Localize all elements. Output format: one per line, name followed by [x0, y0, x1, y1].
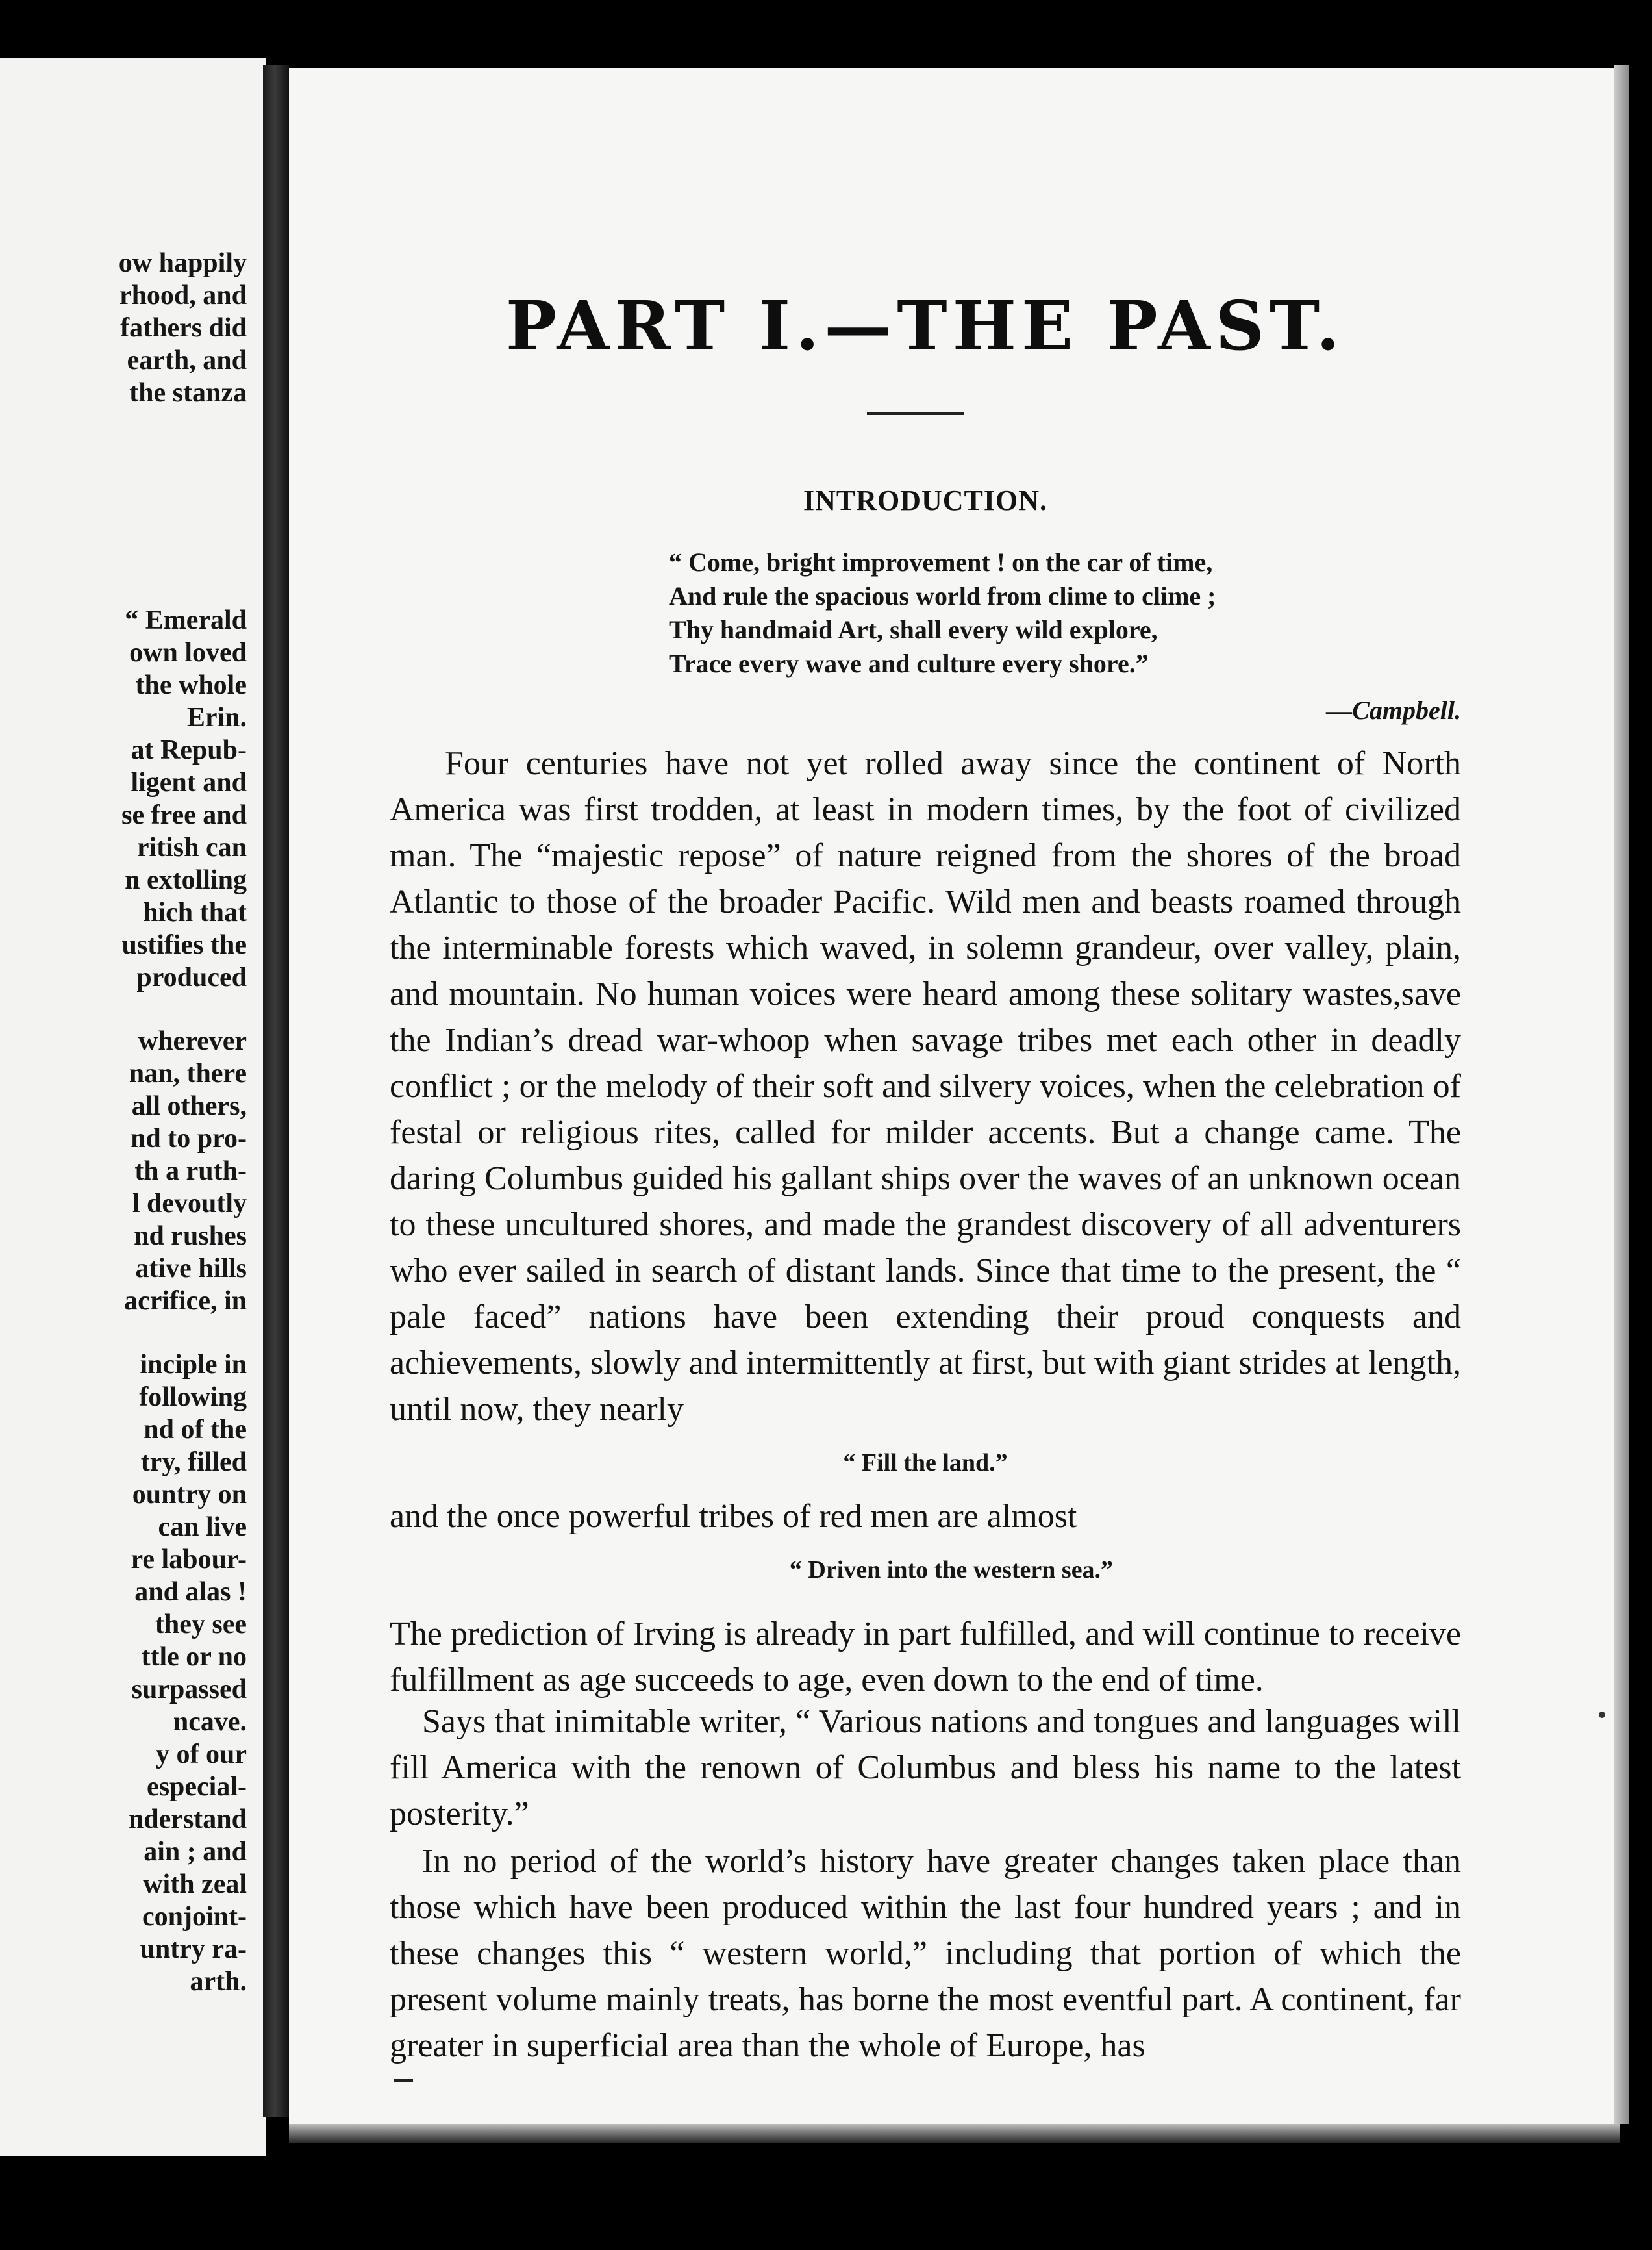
left-page-lines-bottom	[0, 1348, 247, 1998]
left-page-line: ative hills	[135, 1254, 247, 1283]
left-page-line: can live	[158, 1512, 247, 1542]
epigraph-line: Thy handmaid Art, shall every wild explore,	[669, 615, 1158, 644]
left-page-line: especial-	[147, 1772, 247, 1802]
left-page-line: inciple in	[140, 1350, 247, 1380]
left-page-line: the stanza	[129, 378, 247, 408]
left-page-line: ustifies the	[121, 930, 247, 960]
epigraph-line: Trace every wave and culture every shore.”	[669, 649, 1149, 678]
title-divider-rule	[867, 412, 964, 415]
left-page-line: earth, and	[127, 346, 247, 375]
left-page-line: ligent and	[131, 768, 247, 798]
left-page-line: they see	[155, 1610, 247, 1639]
left-page-line: rhood, and	[119, 281, 247, 310]
book-gutter	[263, 65, 289, 2117]
left-page-line: surpassed	[131, 1675, 247, 1704]
left-page-line: acrifice, in	[124, 1286, 247, 1316]
left-page-line: n extolling	[125, 865, 247, 895]
paragraph-1	[390, 740, 1461, 1432]
page-end-dash	[394, 2079, 413, 2082]
section-heading: INTRODUCTION.	[803, 485, 1048, 516]
left-page-line: produced	[136, 963, 247, 992]
left-page-lines-top	[0, 247, 247, 409]
left-page-lines-lower	[0, 1025, 247, 1317]
paragraph-4	[390, 1838, 1461, 2069]
quote-fill-the-land: “ Fill the land.”	[843, 1449, 1008, 1476]
paragraph-3	[390, 1699, 1461, 1837]
left-page-line: ountry on	[132, 1480, 247, 1510]
left-page-text-column	[0, 58, 247, 1998]
left-page-line: Erin.	[186, 703, 247, 733]
part-title: PART I.—THE PAST.	[505, 286, 1345, 366]
left-page-line: try, filled	[140, 1447, 247, 1477]
left-page-line: wherever	[138, 1026, 247, 1056]
left-page-line: nd of the	[144, 1415, 247, 1445]
page-right-edge	[1614, 65, 1629, 2124]
paragraph-1-text: Four centuries have not yet rolled away since the continent of North America was first trodden, at least in modern times, by the foot of civilized man. The “majestic repose” of nature reigned from the shores of the broad Atlantic to those of the broader Pacific. Wild men and beasts roamed through the interminable forests which waved, in solemn grandeur, over valley, plain, and mountain. No human voices were heard among these solitary wastes,save the Indian’s dread war-whoop when savage tribes met each other in deadly conflict ; or the melody of their soft and silvery voices, when the celebration of festal or religious rites, called for milder accents. But a change came. The daring Columbus guided his gallant ships over the waves of an unknown ocean to these uncultured shores, and made the grandest discovery of all adventurers who ever sailed in search of distant lands. Since that time to the present, the “ pale faced” nations have been extending their proud conquests and achievements, slowly and intermittently at first, but with giant strides at length, until now, they nearly	[390, 745, 1461, 1428]
left-facing-page	[0, 58, 266, 2156]
left-page-line: with zeal	[143, 1869, 247, 1899]
left-page-line: untry ra-	[140, 1934, 247, 1964]
left-page-line: ritish can	[136, 833, 247, 863]
left-page-line: own loved	[129, 638, 247, 668]
left-page-line: the whole	[135, 670, 247, 700]
scan-speck	[1599, 1712, 1605, 1718]
main-page	[289, 68, 1614, 2137]
left-page-line: ain ; and	[144, 1837, 247, 1867]
left-page-line: hich that	[143, 898, 247, 928]
left-page-line: following	[139, 1382, 247, 1412]
left-page-line: fathers did	[120, 313, 247, 343]
paragraph-2	[390, 1611, 1461, 1703]
left-page-line: ow happily	[118, 248, 247, 278]
left-page-line: nd to pro-	[131, 1124, 247, 1154]
left-page-line: at Repub-	[131, 735, 247, 765]
left-page-line: y of our	[156, 1739, 247, 1769]
left-page-line: nderstand	[128, 1804, 247, 1834]
left-page-line: and alas !	[134, 1577, 247, 1607]
left-page-line: arth.	[190, 1967, 247, 1997]
left-page-line: all others,	[131, 1091, 247, 1121]
epigraph-line: And rule the spacious world from clime to clime ;	[669, 581, 1216, 611]
left-page-lines-middle	[0, 604, 247, 994]
left-page-line: nd rushes	[134, 1221, 247, 1251]
paragraph-3-text: Says that inimitable writer, “ Various nations and tongues and languages will fill America with the renown of Columbus and bless his name to the latest posterity.”	[390, 1703, 1461, 1832]
epigraph	[669, 546, 1416, 681]
left-page-line: nan, there	[129, 1059, 247, 1089]
quote-western-sea: “ Driven into the western sea.”	[789, 1556, 1114, 1584]
left-page-line: th a ruth-	[134, 1156, 247, 1186]
left-page-line: re labour-	[131, 1545, 247, 1574]
left-page-line: l devoutly	[132, 1189, 247, 1219]
epigraph-attribution: —Campbell.	[1326, 696, 1461, 725]
paragraph-2-text: The prediction of Irving is already in part fulfilled, and will continue to receive fulfillment as age succeeds to age, even down to the end of time.	[390, 1615, 1461, 1699]
paragraph-4-text: In no period of the world’s history have greater changes taken place than those which have been produced within the last four hundred years ; and in these changes this “ western world,” including that portion of which the present volume mainly treats, has borne the most eventful part. A continent, far greater in superficial area than the whole of Europe, has	[390, 1843, 1461, 2064]
page-bottom-shadow	[289, 2124, 1620, 2143]
left-page-line: ncave.	[173, 1707, 247, 1737]
left-page-line: conjoint-	[142, 1902, 247, 1932]
left-page-line: se free and	[121, 800, 247, 830]
epigraph-line: “ Come, bright improvement ! on the car of time,	[669, 548, 1213, 577]
left-page-line: “ Emerald	[125, 605, 247, 635]
left-page-line: ttle or no	[141, 1642, 247, 1672]
line-after-quote-1: and the once powerful tribes of red men are almost	[390, 1498, 1077, 1535]
